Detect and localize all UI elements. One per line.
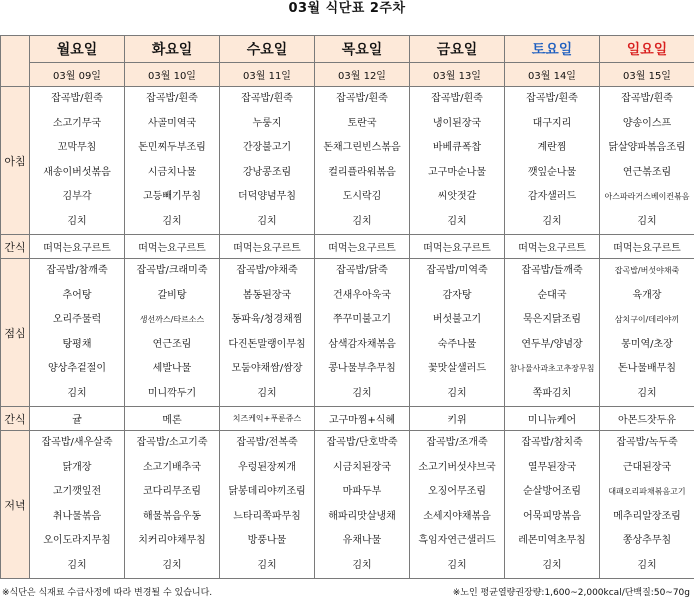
menu-item: 닭봉데리야끼조림 (228, 486, 306, 497)
menu-item: 대패오리파채볶음고기 (608, 487, 686, 496)
menu-item: 더덕양념무침 (238, 191, 296, 202)
menu-item: 토란국 (347, 117, 377, 129)
menu-item: 느타리쪽파무침 (233, 510, 301, 522)
menu-item: 추어탕 (62, 289, 92, 301)
menu-item: 돈나물배무침 (618, 363, 676, 374)
menu-item: 고등빼기무침 (143, 191, 201, 202)
morning-snack-cell-day-4: 떠먹는요구르트 (315, 235, 410, 259)
menu-item: 김치 (257, 215, 277, 227)
menu-item: 모둠야채쌈/쌈장 (231, 363, 303, 374)
menu-item: 잡곡밥/흰죽 (146, 93, 198, 104)
menu-item: 냉이된장국 (432, 117, 482, 129)
menu-item: 쪽파김치 (532, 387, 572, 399)
afternoon-snack-cell-day-4: 고구마찜+식혜 (315, 407, 410, 431)
menu-item: 봄동된장국 (242, 289, 292, 301)
menu-item: 연두부/양념장 (521, 338, 583, 350)
row-label-breakfast: 아침 (1, 87, 30, 235)
menu-item: 잡곡밥/흰죽 (526, 93, 578, 104)
menu-item: 꼬막무침 (57, 142, 97, 153)
menu-item: 누룽지 (252, 117, 282, 129)
lunch-cell-day-7 (600, 259, 694, 407)
menu-item: 방풍나물 (247, 535, 287, 546)
lunch-cell-day-3 (220, 259, 315, 407)
day-name-5: 금요일 (410, 36, 505, 63)
menu-item: 김치 (447, 387, 467, 399)
menu-item: 바베큐폭찹 (432, 142, 482, 153)
meal-table (0, 35, 694, 579)
menu-item: 김치 (637, 215, 657, 227)
day-name-3: 수요일 (220, 36, 315, 63)
menu-item: 잡곡밥/야채죽 (236, 265, 298, 276)
menu-item: 잡곡밥/흰죽 (51, 93, 103, 104)
menu-item: 닭살양파볶음조림 (608, 142, 686, 153)
menu-item: 잡곡밥/소고기죽 (136, 437, 208, 448)
lunch-cell-day-1 (30, 259, 125, 407)
menu-item: 김치 (352, 387, 372, 399)
menu-item: 돈채그린빈스볶음 (323, 142, 401, 153)
menu-item: 잡곡밥/단호박죽 (326, 437, 398, 448)
afternoon-snack-cell-day-5: 키위 (410, 407, 505, 431)
dinner-cell-day-1 (30, 431, 125, 579)
menu-item: 육개장 (632, 289, 662, 301)
menu-item: 감자탕 (442, 289, 472, 301)
menu-item: 소고기버섯샤브국 (418, 461, 496, 473)
breakfast-cell-day-6 (505, 87, 600, 235)
menu-item: 소세지야채볶음 (423, 510, 491, 522)
menu-item: 김치 (637, 559, 657, 571)
breakfast-cell-day-5 (410, 87, 505, 235)
menu-item: 코다리무조림 (143, 486, 201, 497)
day-date-4: 03월 12일 (315, 63, 410, 87)
menu-item: 컬리플라워볶음 (328, 166, 396, 178)
menu-item: 미니깍두기 (147, 387, 197, 399)
menu-item: 탕평채 (62, 338, 92, 350)
row-label-snack-morning: 간식 (1, 235, 30, 259)
menu-item: 양송이스프 (622, 117, 672, 129)
menu-item: 잡곡밥/녹두죽 (616, 437, 678, 448)
day-date-5: 03월 13일 (410, 63, 505, 87)
corner-cell (1, 36, 30, 87)
day-date-1: 03월 09일 (30, 63, 125, 87)
menu-item: 근대된장국 (622, 461, 672, 473)
footer-note-left: ※식단은 식재료 수급사정에 따라 변경될 수 있습니다. (2, 588, 213, 598)
afternoon-snack-cell-day-6: 미니뉴케어 (505, 407, 600, 431)
menu-item: 삼치구이/데리야끼 (614, 315, 680, 324)
menu-item: 김치 (162, 559, 182, 571)
menu-item: 생선까스/타르소스 (139, 315, 205, 324)
menu-item: 쫑상추무침 (622, 535, 672, 546)
lunch-cell-day-5 (410, 259, 505, 407)
menu-item: 깻잎순나물 (527, 166, 577, 178)
menu-item: 고구마순나물 (428, 166, 486, 178)
menu-item: 잡곡밥/참깨죽 (46, 265, 108, 276)
menu-item: 순대국 (537, 289, 567, 301)
morning-snack-cell-day-1: 떠먹는요구르트 (30, 235, 125, 259)
menu-item: 쭈꾸미불고기 (333, 314, 391, 325)
menu-item: 시금치된장국 (333, 461, 391, 473)
day-date-7: 03월 15일 (600, 63, 694, 87)
menu-item: 감자샐러드 (527, 191, 577, 202)
menu-item: 치커리야채무침 (138, 535, 206, 546)
menu-item: 취나물볶음 (52, 510, 102, 522)
menu-item: 레몬미역초무침 (518, 535, 586, 546)
menu-item: 연근조림 (152, 338, 192, 350)
menu-item: 건새우아욱국 (333, 289, 391, 301)
menu-item: 강낭콩조림 (242, 166, 292, 178)
day-name-7: 일요일 (600, 36, 694, 63)
menu-item: 오이도라지무침 (43, 535, 111, 546)
menu-item: 잡곡밥/미역죽 (426, 265, 488, 276)
menu-item: 삼색감자채볶음 (328, 338, 396, 350)
morning-snack-cell-day-5: 떠먹는요구르트 (410, 235, 505, 259)
menu-item: 새송이버섯볶음 (43, 166, 111, 178)
menu-item: 세발나물 (152, 363, 192, 374)
menu-item: 몽미역/초장 (621, 338, 673, 350)
menu-item: 김치 (447, 215, 467, 227)
morning-snack-cell-day-2: 떠먹는요구르트 (125, 235, 220, 259)
menu-item: 김부각 (62, 191, 92, 202)
menu-item: 양상추겉절이 (48, 363, 106, 374)
day-name-2: 화요일 (125, 36, 220, 63)
menu-item: 유채나물 (342, 535, 382, 546)
day-date-2: 03월 10일 (125, 63, 220, 87)
row-label-snack-afternoon: 간식 (1, 407, 30, 431)
breakfast-cell-day-2 (125, 87, 220, 235)
menu-item: 잡곡밥/흰죽 (431, 93, 483, 104)
menu-item: 잡곡밥/흰죽 (621, 93, 673, 104)
dinner-cell-day-5 (410, 431, 505, 579)
menu-item: 동파육/청경채찜 (231, 314, 303, 325)
menu-item: 묵은지닭조림 (523, 314, 581, 325)
menu-item: 메추리알장조림 (613, 510, 681, 522)
afternoon-snack-cell-day-3: 치즈케익+푸룬쥬스 (220, 407, 315, 431)
dinner-cell-day-4 (315, 431, 410, 579)
menu-item: 꽃맛살샐러드 (428, 363, 486, 374)
menu-item: 마파두부 (342, 486, 382, 497)
dinner-cell-day-3 (220, 431, 315, 579)
menu-item: 김치 (542, 215, 562, 227)
menu-item: 시금치나물 (147, 166, 197, 178)
menu-item: 오리주물럭 (52, 314, 102, 325)
menu-item: 대구지리 (532, 117, 572, 129)
menu-item: 닭개장 (62, 461, 92, 473)
breakfast-cell-day-1 (30, 87, 125, 235)
menu-item: 김치 (257, 387, 277, 399)
menu-item: 우렁된장찌개 (238, 461, 296, 473)
day-name-1: 월요일 (30, 36, 125, 63)
menu-item: 갈비탕 (157, 289, 187, 301)
menu-item: 해물볶음우동 (143, 510, 201, 522)
menu-item: 도시락김 (342, 191, 382, 202)
menu-item: 열무된장국 (527, 461, 577, 473)
menu-item: 잡곡밥/닭죽 (336, 265, 388, 276)
menu-item: 간장불고기 (242, 142, 292, 153)
menu-item: 김치 (352, 559, 372, 571)
morning-snack-cell-day-7: 떠먹는요구르트 (600, 235, 694, 259)
menu-item: 김치 (447, 559, 467, 571)
menu-item: 잡곡밥/조개죽 (426, 437, 488, 448)
menu-item: 돈민찌두부조림 (138, 142, 206, 153)
menu-item: 잡곡밥/전복죽 (236, 437, 298, 448)
menu-item: 잡곡밥/들깨죽 (521, 265, 583, 276)
menu-item: 숙주나물 (437, 338, 477, 350)
menu-item: 계란찜 (537, 142, 567, 153)
footer (0, 584, 694, 608)
menu-item: 사골미역국 (147, 117, 197, 129)
menu-item: 순살방어조림 (523, 486, 581, 497)
menu-item: 흑임자연근샐러드 (418, 535, 496, 546)
menu-item: 참나물사과초고추장무침 (509, 364, 595, 373)
menu-item: 김치 (542, 559, 562, 571)
lunch-cell-day-6 (505, 259, 600, 407)
breakfast-cell-day-4 (315, 87, 410, 235)
menu-item: 콩나물부추무침 (328, 363, 396, 374)
morning-snack-cell-day-3: 떠먹는요구르트 (220, 235, 315, 259)
menu-item: 씨앗젓갈 (437, 191, 477, 202)
menu-item: 오징어무조림 (428, 486, 486, 497)
menu-item: 고기깻잎전 (52, 486, 102, 497)
menu-item: 잡곡밥/크래미죽 (136, 265, 208, 276)
breakfast-cell-day-3 (220, 87, 315, 235)
menu-item: 김치 (67, 215, 87, 227)
afternoon-snack-cell-day-2: 메론 (125, 407, 220, 431)
footer-note-right: ※노인 평균열량권장량:1,600~2,000kcal/단백질:50~70g (452, 588, 690, 598)
day-name-4: 목요일 (315, 36, 410, 63)
lunch-cell-day-4 (315, 259, 410, 407)
menu-item: 김치 (162, 215, 182, 227)
day-date-3: 03월 11일 (220, 63, 315, 87)
menu-item: 김치 (257, 559, 277, 571)
menu-item: 해파리맛살냉채 (328, 510, 396, 522)
menu-item: 소고기배추국 (143, 461, 201, 473)
menu-item: 김치 (352, 215, 372, 227)
menu-item: 잡곡밥/흰죽 (336, 93, 388, 104)
morning-snack-cell-day-6: 떠먹는요구르트 (505, 235, 600, 259)
afternoon-snack-cell-day-7: 아몬드잣두유 (600, 407, 694, 431)
lunch-cell-day-2 (125, 259, 220, 407)
menu-item: 소고기무국 (52, 117, 102, 129)
day-date-6: 03월 14일 (505, 63, 600, 87)
menu-item: 김치 (67, 387, 87, 399)
menu-item: 잡곡밥/흰죽 (241, 93, 293, 104)
menu-item: 버섯불고기 (432, 314, 482, 325)
menu-item: 김치 (637, 387, 657, 399)
menu-item: 잡곡밥/버섯야채죽 (614, 266, 680, 275)
day-name-6: 토요일 (505, 36, 600, 63)
row-label-dinner: 저녁 (1, 431, 30, 579)
page-title: 03월 식단표 2주차 (288, 1, 406, 16)
menu-item: 다진돈말랭이무침 (228, 338, 306, 350)
dinner-cell-day-2 (125, 431, 220, 579)
menu-item: 아스파라거스베이컨볶음 (604, 192, 690, 201)
menu-item: 잡곡밥/새우살죽 (41, 437, 113, 448)
menu-item: 어묵피망볶음 (523, 510, 581, 522)
menu-item: 김치 (67, 559, 87, 571)
menu-item: 연근볶조림 (622, 166, 672, 178)
dinner-cell-day-7 (600, 431, 694, 579)
row-label-lunch: 점심 (1, 259, 30, 407)
afternoon-snack-cell-day-1: 귤 (30, 407, 125, 431)
breakfast-cell-day-7 (600, 87, 694, 235)
menu-item: 잡곡밥/참치죽 (521, 437, 583, 448)
dinner-cell-day-6 (505, 431, 600, 579)
